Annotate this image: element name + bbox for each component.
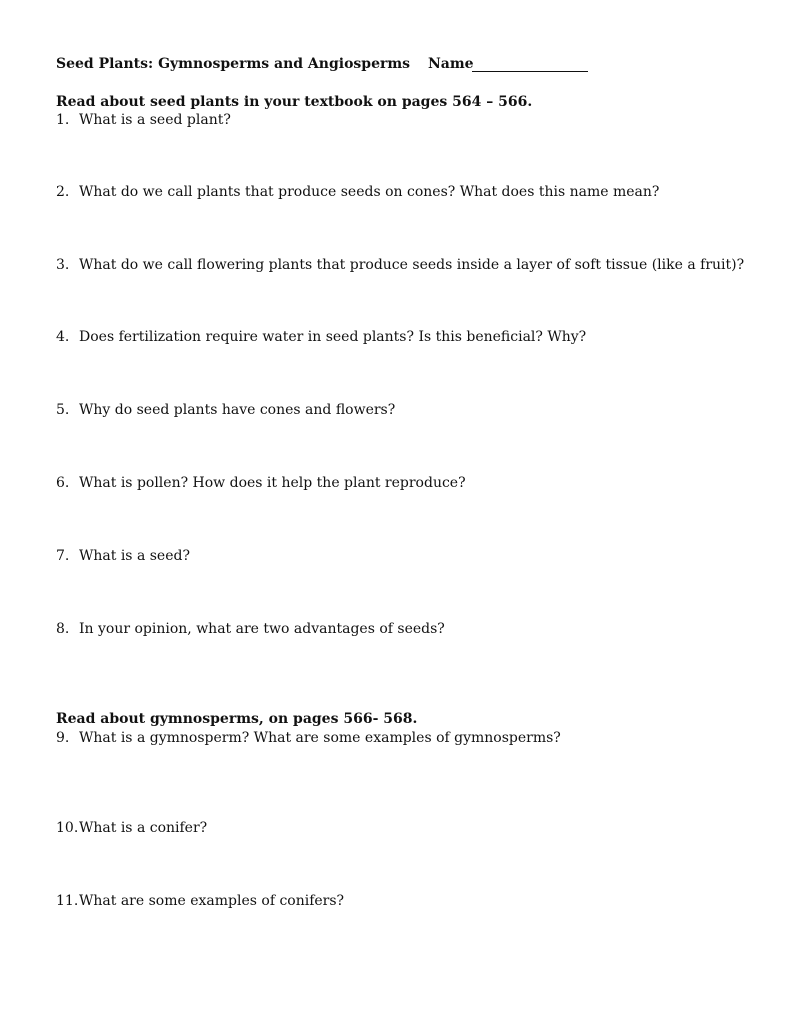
question-11 [56, 893, 344, 909]
question-text: In your opinion, what are two advantages of seeds? [79, 621, 445, 637]
question-number: 2. [56, 184, 70, 200]
question-number: 10. [56, 820, 79, 836]
header [56, 56, 736, 76]
question-4 [56, 329, 586, 345]
question-text: What is a gymnosperm? What are some examples of gymnosperms? [79, 730, 561, 746]
question-number: 1. [56, 112, 70, 128]
question-number: 8. [56, 621, 70, 637]
question-text: What is pollen? How does it help the plant reproduce? [79, 475, 466, 491]
question-number: 7. [56, 548, 70, 564]
question-text: Does fertilization require water in seed plants? Is this beneficial? Why? [79, 329, 587, 345]
question-text: What do we call plants that produce seeds on cones? What does this name mean? [79, 184, 660, 200]
question-number: 6. [56, 475, 70, 491]
question-number: 9. [56, 730, 70, 746]
question-number: 4. [56, 329, 70, 345]
question-text: What is a conifer? [79, 820, 208, 836]
question-number: 3. [56, 257, 70, 273]
question-number: 5. [56, 402, 70, 418]
name-label: Name [428, 56, 474, 72]
question-text: What is a seed plant? [79, 112, 231, 128]
worksheet-title: Seed Plants: Gymnosperms and Angiosperms [56, 56, 411, 72]
question-3 [56, 257, 744, 273]
section-heading-gymnosperms: Read about gymnosperms, on pages 566- 568. [56, 711, 418, 727]
question-9 [56, 730, 561, 746]
question-8 [56, 621, 445, 637]
question-text: What do we call flowering plants that produce seeds inside a layer of soft tissue (like a fruit)? [79, 257, 745, 273]
question-5 [56, 402, 395, 418]
question-text: What is a seed? [79, 548, 190, 564]
question-2 [56, 184, 659, 200]
question-number: 11. [56, 893, 79, 909]
question-6 [56, 475, 466, 491]
question-text: Why do seed plants have cones and flowers? [79, 402, 396, 418]
question-10 [56, 820, 207, 836]
name-blank-line [472, 71, 588, 72]
question-7 [56, 548, 190, 564]
section-heading-seed-plants: Read about seed plants in your textbook on pages 564 – 566. [56, 94, 533, 110]
question-text: What are some examples of conifers? [79, 893, 345, 909]
question-1 [56, 112, 231, 128]
